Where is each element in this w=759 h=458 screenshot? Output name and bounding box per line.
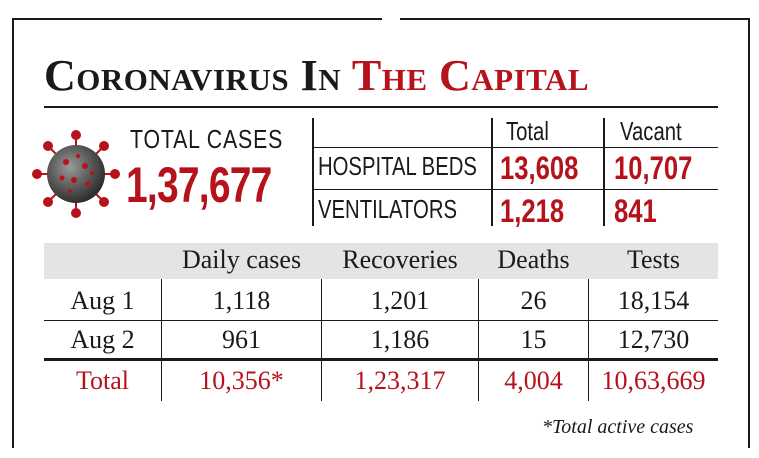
ventilators-total: 1,218: [500, 193, 565, 229]
ventilators-vacant: 841: [614, 193, 657, 229]
table-total-rule: [44, 358, 718, 361]
capacity-header-rule: [312, 147, 718, 148]
title-rule: [44, 106, 718, 108]
total-cases-label: TOTAL CASES: [130, 124, 284, 154]
page-title: [44, 46, 724, 106]
ventilators-label: VENTILATORS: [318, 194, 457, 224]
capacity-row-rule: [312, 189, 718, 190]
table-cell-deaths: 26: [520, 286, 547, 315]
table-header-tests: Tests: [626, 245, 681, 274]
frame-right: [748, 18, 750, 448]
table-total-deaths: 4,004: [504, 366, 563, 395]
capacity-header-total: Total: [506, 116, 549, 146]
coronavirus-icon: [30, 128, 122, 220]
total-cases-value: 1,37,677: [126, 157, 272, 213]
table-total-tests: 10,63,669: [601, 366, 706, 395]
footnote: *Total active cases: [542, 416, 694, 438]
title-part-black: Coronavirus In: [44, 51, 352, 100]
frame-left: [12, 18, 14, 448]
hospital-beds-vacant: 10,707: [614, 150, 693, 186]
table-cell-daily-cases: 1,118: [212, 286, 271, 315]
table-cell-recoveries: 1,201: [370, 286, 430, 315]
title-part-red: The Capital: [351, 51, 590, 100]
table-header-recoveries: Recoveries: [342, 245, 458, 274]
hospital-beds-total: 13,608: [500, 150, 579, 186]
table-cell-deaths: 15: [520, 325, 547, 354]
capacity-divider-right: [603, 118, 605, 226]
table-header-deaths: Deaths: [497, 245, 570, 274]
frame-top-right: [400, 18, 750, 20]
table-cell-tests: 12,730: [617, 325, 690, 354]
capacity-divider-left: [312, 118, 314, 226]
table-total-label: Total: [75, 366, 130, 395]
table-header-daily-cases: Daily cases: [181, 245, 302, 274]
capacity-divider-mid: [491, 118, 493, 226]
table-cell-recoveries: 1,186: [370, 325, 430, 354]
table-total-recoveries: 1,23,317: [354, 366, 446, 395]
table-row-date: Aug 2: [70, 325, 135, 354]
hospital-beds-label: HOSPITAL BEDS: [318, 151, 477, 181]
table-total-daily-cases: 10,356*: [199, 366, 284, 395]
capacity-header-vacant: Vacant: [620, 116, 682, 146]
table-row-rule: [44, 320, 718, 321]
table-row-date: Aug 1: [70, 286, 135, 315]
table-cell-daily-cases: 961: [222, 325, 261, 354]
table-cell-tests: 18,154: [617, 286, 690, 315]
frame-top-left: [12, 18, 382, 20]
